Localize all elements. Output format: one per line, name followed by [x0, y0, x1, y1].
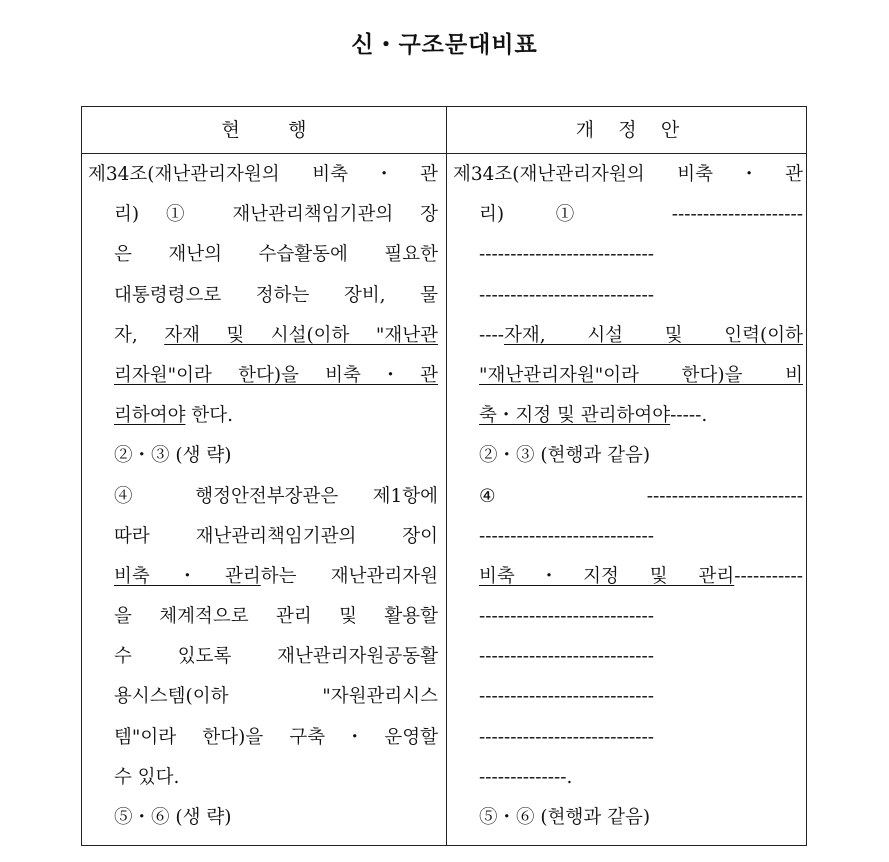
- revised-line: --------------.: [479, 766, 573, 788]
- underlined-text: 자재 및 시설(이하 "재난관: [164, 324, 438, 346]
- header-revised: 개 정 안: [575, 119, 680, 141]
- revised-line: ----------------------------: [479, 244, 655, 266]
- underlined-text: 축・지정 및 관리하여야: [479, 405, 671, 427]
- comparison-table: [81, 106, 807, 846]
- revised-line: ----------------------------: [479, 525, 655, 547]
- revised-line: ④ -------------------------: [479, 485, 803, 507]
- current-line: ⑤・⑥ (생 략): [114, 807, 232, 828]
- underlined-text: 리하여야: [114, 405, 186, 427]
- revised-line: ----------------------------: [479, 726, 655, 748]
- revised-line: ----------------------------: [479, 686, 655, 708]
- header-current: 현 행: [221, 119, 307, 141]
- current-line: 비축・관리하는 재난관리자원: [114, 565, 438, 587]
- revised-line: 축・지정 및 관리하여야-----.: [479, 405, 708, 427]
- underlined-text: 비축・관리: [114, 565, 261, 587]
- revised-line: 비축・지정 및 관리-----------: [479, 565, 803, 587]
- current-line: 용시스템(이하 "자원관리시스: [114, 686, 438, 708]
- underlined-text: 비축・지정 및 관리: [479, 565, 735, 587]
- current-line: 수 있도록 재난관리자원공동활: [114, 646, 438, 668]
- current-line: 자, 자재 및 시설(이하 "재난관: [114, 324, 438, 346]
- revised-line: ⑤・⑥ (현행과 같음): [479, 807, 651, 828]
- current-line: ④ 행정안전부장관은 제1항에: [114, 485, 438, 507]
- revised-line: ----------------------------: [479, 284, 655, 306]
- revised-line: ----------------------------: [479, 646, 655, 668]
- underlined-text: 리자원"이라 한다)을 비축・관: [114, 364, 438, 386]
- header-divider: [82, 153, 806, 154]
- revised-line: 리) ① ---------------------: [479, 204, 803, 226]
- revised-line: ----자재, 시설 및 인력(이하: [479, 324, 803, 346]
- current-line: 수 있다.: [114, 766, 180, 788]
- column-divider: [446, 107, 447, 845]
- underlined-text: "재난관리자원"이라 한다)을 비: [479, 364, 803, 386]
- current-line: 대통령령으로 정하는 장비, 물: [114, 284, 438, 306]
- revised-line: ②・③ (현행과 같음): [479, 445, 651, 467]
- current-line: [88, 356, 438, 396]
- revised-line: 제34조(재난관리자원의 비축・관: [453, 164, 803, 185]
- document-title: 신・구조문대비표: [351, 31, 538, 58]
- underlined-text: 자재, 시설 및 인력(이하: [504, 324, 803, 346]
- current-line: 따라 재난관리책임기관의 장이: [114, 525, 438, 547]
- current-column: [88, 155, 438, 838]
- revised-line: [453, 356, 803, 396]
- current-line: 을 체계적으로 관리 및 활용할: [114, 606, 438, 628]
- revised-column: [453, 155, 803, 838]
- current-line: 제34조(재난관리자원의 비축・관: [88, 164, 438, 185]
- current-line: ②・③ (생 략): [114, 445, 232, 467]
- current-line: 리하여야 한다.: [114, 405, 233, 427]
- current-line: 은 재난의 수습활동에 필요한: [114, 244, 438, 266]
- current-line: 리) ① 재난관리책임기관의 장: [114, 204, 438, 226]
- current-line: 템"이라 한다)을 구축・운영할: [114, 726, 438, 748]
- revised-line: ----------------------------: [479, 606, 655, 628]
